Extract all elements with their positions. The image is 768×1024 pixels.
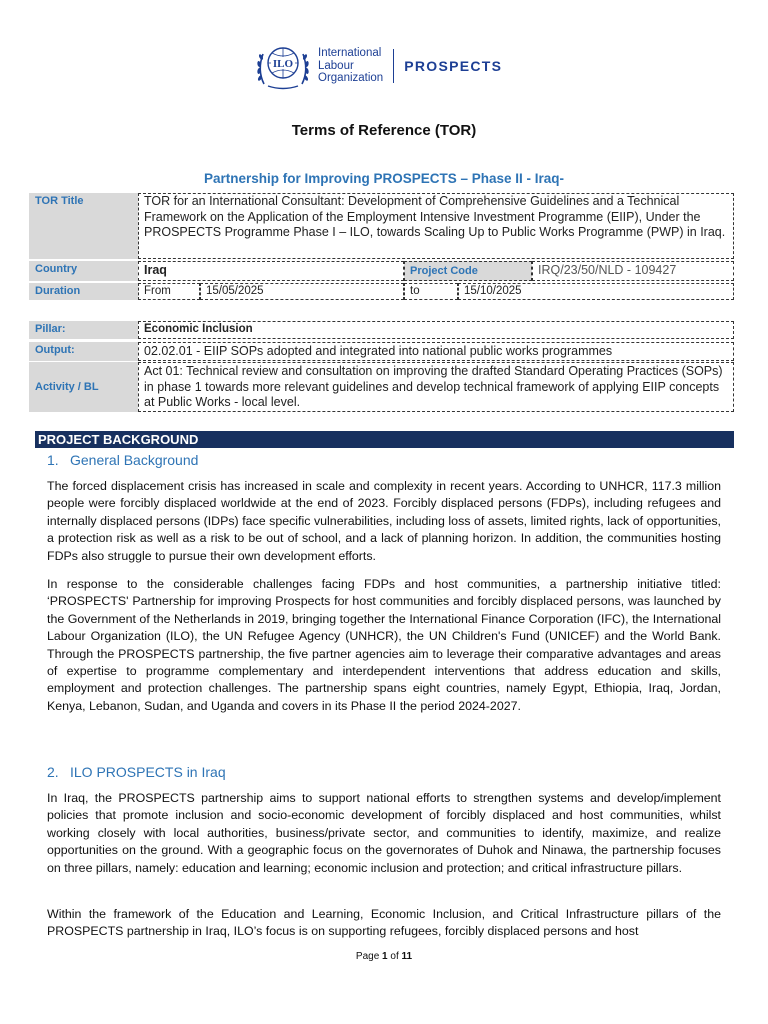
ilo-emblem-icon <box>254 40 312 92</box>
tor-title-row <box>29 193 734 259</box>
ilo-org-name <box>318 47 383 85</box>
tor-title-value: TOR for an International Consultant: Development of Comprehensive Guidelines and a Technical Framework on the Application of the Employment Intensive Investment Programme (EIIP), Under the PROSPECTS Programme Phase I – ILO, towards Scaling Up to Public Works Programme (PWP) in Iraq. <box>138 193 734 259</box>
pillar-table <box>29 321 734 412</box>
tor-title-label: TOR Title <box>29 193 138 259</box>
subheading-number: 1. <box>47 452 59 468</box>
activity-row <box>29 362 734 412</box>
pillar-row <box>29 321 734 339</box>
paragraph-ilo-iraq: In Iraq, the PROSPECTS partnership aims to support national efforts to strengthen systems and develop/implement policies that promote inclusion and socio-economic development of forcibly displaced and host communities, whilst working closely with local authorities, business/private sector, and communities to identify, maximize, and realize opportunities on the ground. With a geographic focus on the governorates of Duhok and Ninawa, the partnership focuses on three pillars, namely: education and learning; economic inclusion and protection; and critical infrastructure pillars. <box>47 791 721 875</box>
pillar-label: Pillar: <box>29 321 138 339</box>
tor-info-table <box>29 193 734 300</box>
subheading-text: General Background <box>70 452 199 468</box>
duration-label: Duration <box>29 283 138 300</box>
section-heading-project-background: PROJECT BACKGROUND <box>35 431 734 448</box>
page-total: 11 <box>401 951 413 962</box>
page-footer <box>0 951 768 962</box>
ilo-emblem-text: ILO <box>272 58 294 70</box>
country-row <box>29 261 734 281</box>
country-value: Iraq <box>138 261 404 281</box>
project-code-value: IRQ/23/50/NLD - 109427 <box>532 261 734 281</box>
document-title: Terms of Reference (TOR) <box>291 122 477 139</box>
pillar-value: Economic Inclusion <box>138 321 734 339</box>
prospects-wordmark: PROSPECTS <box>404 58 503 74</box>
output-row <box>29 342 734 361</box>
page-word: Page <box>355 951 380 962</box>
output-value: 02.02.01 - EIIP SOPs adopted and integrated into national public works programmes <box>138 342 734 361</box>
logo-divider <box>393 49 394 83</box>
duration-row <box>29 283 734 300</box>
subheading-general-background <box>47 452 198 468</box>
paragraph-general-background: The forced displacement crisis has increased in scale and complexity in recent years. According to UNHCR, 117.3 million people were forcibly displaced worldwide at the end of 2023. Forcibly displaced persons (FDPs), including refugees and internally displaced persons (IDPs) face specific vulnerabilities, including loss of assets, limited rights, lack of opportunities, a protection risk as well as a risk to be out of school, and a lack of planning horizon. In addition, the communities hosting FDPs also struggle to pursue their own development efforts. <box>47 479 721 563</box>
header-logo <box>254 40 502 92</box>
paragraph-prospects-partnership: In response to the considerable challenges facing FDPs and host communities, a partnership initiative titled: ‘PROSPECTS' Partnership for improving Prospects for host communities and forcibly displaced persons, was launched by the Government of the Netherlands in 2019, bringing together the International Finance Corporation (IFC), the International Labour Organization (ILO), the UN Refugee Agency (UNHCR), the UN Children's Fund (UNICEF) and the World Bank. Through the PROSPECTS partnership, the five partner agencies aim to leverage their comparative advantages and areas of expertise to programme complementary and interdependent interventions that address education and skills, employment and protection challenges. The partnership spans eight countries, namely Egypt, Ethiopia, Iraq, Jordan, Kenya, Lebanon, Sudan, and Uganda and covers in its Phase II the period 2024-2027. <box>47 577 721 713</box>
from-label: From <box>138 283 200 300</box>
subheading-text: ILO PROSPECTS in Iraq <box>70 764 226 780</box>
to-label: to <box>404 283 458 300</box>
document-subtitle: Partnership for Improving PROSPECTS – Phase II - Iraq- <box>203 171 565 186</box>
org-line-3: Organization <box>318 72 384 85</box>
paragraph-framework: Within the framework of the Education and Learning, Economic Inclusion, and Critical Infrastructure pillars of the PROSPECTS partnership in Iraq, ILO’s focus is on supporting refugees, forcibly displaced persons and host <box>47 907 721 939</box>
activity-label: Activity / BL <box>29 362 138 412</box>
subheading-number: 2. <box>47 764 59 780</box>
to-date: 15/10/2025 <box>458 283 734 300</box>
output-label: Output: <box>29 342 138 361</box>
country-label: Country <box>29 261 138 281</box>
of-word: of <box>390 951 399 962</box>
org-line-1: International <box>318 47 382 60</box>
org-line-2: Labour <box>318 59 354 72</box>
activity-value: Act 01: Technical review and consultation on improving the drafted Standard Operating Practices (SOPs) in phase 1 towards more relevant guidelines and develop technical framework of applying EIIP concepts at Public Works - local level. <box>138 362 734 412</box>
subheading-ilo-prospects-iraq <box>47 764 226 780</box>
page-number: 1 <box>382 951 388 962</box>
project-code-label: Project Code <box>404 261 532 281</box>
from-date: 15/05/2025 <box>200 283 404 300</box>
